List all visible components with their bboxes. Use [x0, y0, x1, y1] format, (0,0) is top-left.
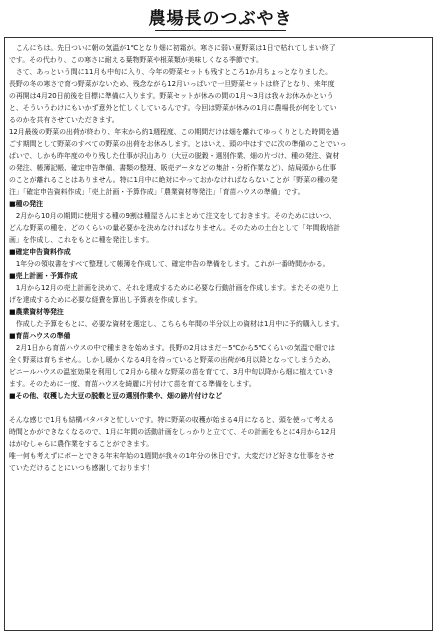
section-heading: ■育苗ハウスの準備: [9, 332, 71, 340]
body-text-line: ごす期間として野菜のすべての野菜の出荷をお休みします。とはいえ、頭の中はすでに次の準備のことでいっ: [9, 140, 347, 148]
body-text-line: 1年分の領収書をすべて整理して帳簿を作成して、確定申告の準備をします。これが一番時間かかる。: [9, 260, 330, 268]
body-text-line: どんな野菜の種を、どのくらいの量必要かを決めなければなりません。そのための土台として「年間栽培計: [9, 224, 341, 232]
body-text-line: ぱいで、しかも昨年度のやり残した仕事が沢山あり（大豆の脱穀・選別作業、畑の片づけ、種の発注、資材: [9, 152, 340, 160]
body-text-line: さて、あっという間に11月も中旬に入り、今年の野菜セットも残すところ1か月ちょっとなりました。: [9, 68, 333, 76]
section-heading: ■確定申告資料作成: [9, 248, 71, 256]
body-text-line: そんな感じで1月も結構バタバタと忙しいです。特に野菜の収穫が始まる4月になると、頭を使って考える: [9, 416, 335, 424]
body-text-line: るのかを共有させていただきます。: [9, 116, 119, 124]
body-text-line: と、そういうわけにもいかず意外と忙しくしているんです。今回は野菜が休みの1月に農場長が何をしてい: [9, 104, 337, 112]
body-text-line: 時間とかができなくなるので、1月に年間の活動計画をしっかりと立てて、その計画をもとに4月から12月: [9, 428, 337, 436]
body-text-line: の再開は4月20日前後を目標に準備に入ります。野菜セットが休みの間の1月～3月は我々お休みかという: [9, 92, 334, 100]
body-text-line: 12月最後の野菜の出荷が終わり、年末から約1週程度、この期間だけは畑を離れてゆっくりとした時間を過: [9, 128, 340, 136]
body-text-line: げを達成するために必要な経費を算出し予算表を作成します。: [9, 296, 202, 304]
body-text-line: [9, 402, 429, 414]
body-text-line: 画」を作成し、これをもとに種を発注します。: [9, 236, 154, 244]
body-text-line: 唯一何も考えずにボーとできる年末年始の1週間が我々の1年分の休日です。大変だけど好きな仕事をさせ: [9, 452, 335, 460]
article-body: [9, 42, 429, 474]
body-text-line: こんにちは。先日ついに朝の気温が1℃となり畑に初霜が。寒さに弱い夏野菜は1日で枯れてしまい終了: [9, 44, 336, 52]
body-text-line: 2月1日から育苗ハウスの中で種まきを始めます。長野の2月はまだ－5℃から5℃くらいの気温で畑では: [9, 344, 336, 352]
body-text-line: 作成した予算をもとに、必要な資材を選定し、こちらも年間の半分以上の資材は1月中に予約購入します。: [9, 320, 344, 328]
section-heading: ■種の発注: [9, 200, 44, 208]
body-text-line: 2月から10月の期間に使用する種の9割は種屋さんにまとめて注文をしておきます。そのためにはいつ、: [9, 212, 336, 220]
section-heading: ■農業資材等発注: [9, 308, 64, 316]
title-underline: [155, 30, 286, 31]
body-text-line: のことが離れることはありません。特に1月中に絶対にやっておかなければならないことが「野菜の種の発: [9, 176, 338, 184]
body-text-line: ます。そのために一度、育苗ハウスを綺麗に片付けて苗を育てる準備をします。: [9, 380, 256, 388]
body-text-line: ビニールハウスの温室効果を利用して2月から様々な野菜の苗を育てて、3月中旬以降から畑に植えていき: [9, 368, 334, 376]
body-text-line: ていただけることにいつも感謝しております！: [9, 464, 154, 472]
body-text-line: です。その代わり、この寒さに耐える葉物野菜や根菜類が美味しくなる季節です。: [9, 56, 263, 64]
body-text-line: 全く野菜は育ちません。しかし暖かくなる4月を待っていると野菜の出荷が6月以降となってしまうため、: [9, 356, 335, 364]
body-text-line: の発注、帳簿記帳、確定申告準備、書類の整理、販売データなどの集計・分析作業など）、結局頭から仕事: [9, 164, 337, 172]
section-heading: ■その他、収穫した大豆の脱穀と豆の選別作業や、畑の跡片付けなど: [9, 392, 223, 400]
body-text-line: 1月から12月の売上計画を決めて、それを達成するために必要な行動計画を作成します。またその売り上: [9, 284, 339, 292]
section-heading: ■売上計画・予算作成: [9, 272, 78, 280]
body-text-line: はがむしゃらに農作業をすることができます。: [9, 440, 154, 448]
body-text-line: 長野の冬の寒さで育つ野菜がないため、残念ながら12月いっぱいで一旦野菜セットは終了となり、来年度: [9, 80, 335, 88]
page-title: 農場長のつぶやき: [148, 9, 293, 29]
body-text-line: 注」「確定申告資料作成」「売上計画・予算作成」「農業資材等発注」「育苗ハウスの準備」です。: [9, 188, 305, 196]
